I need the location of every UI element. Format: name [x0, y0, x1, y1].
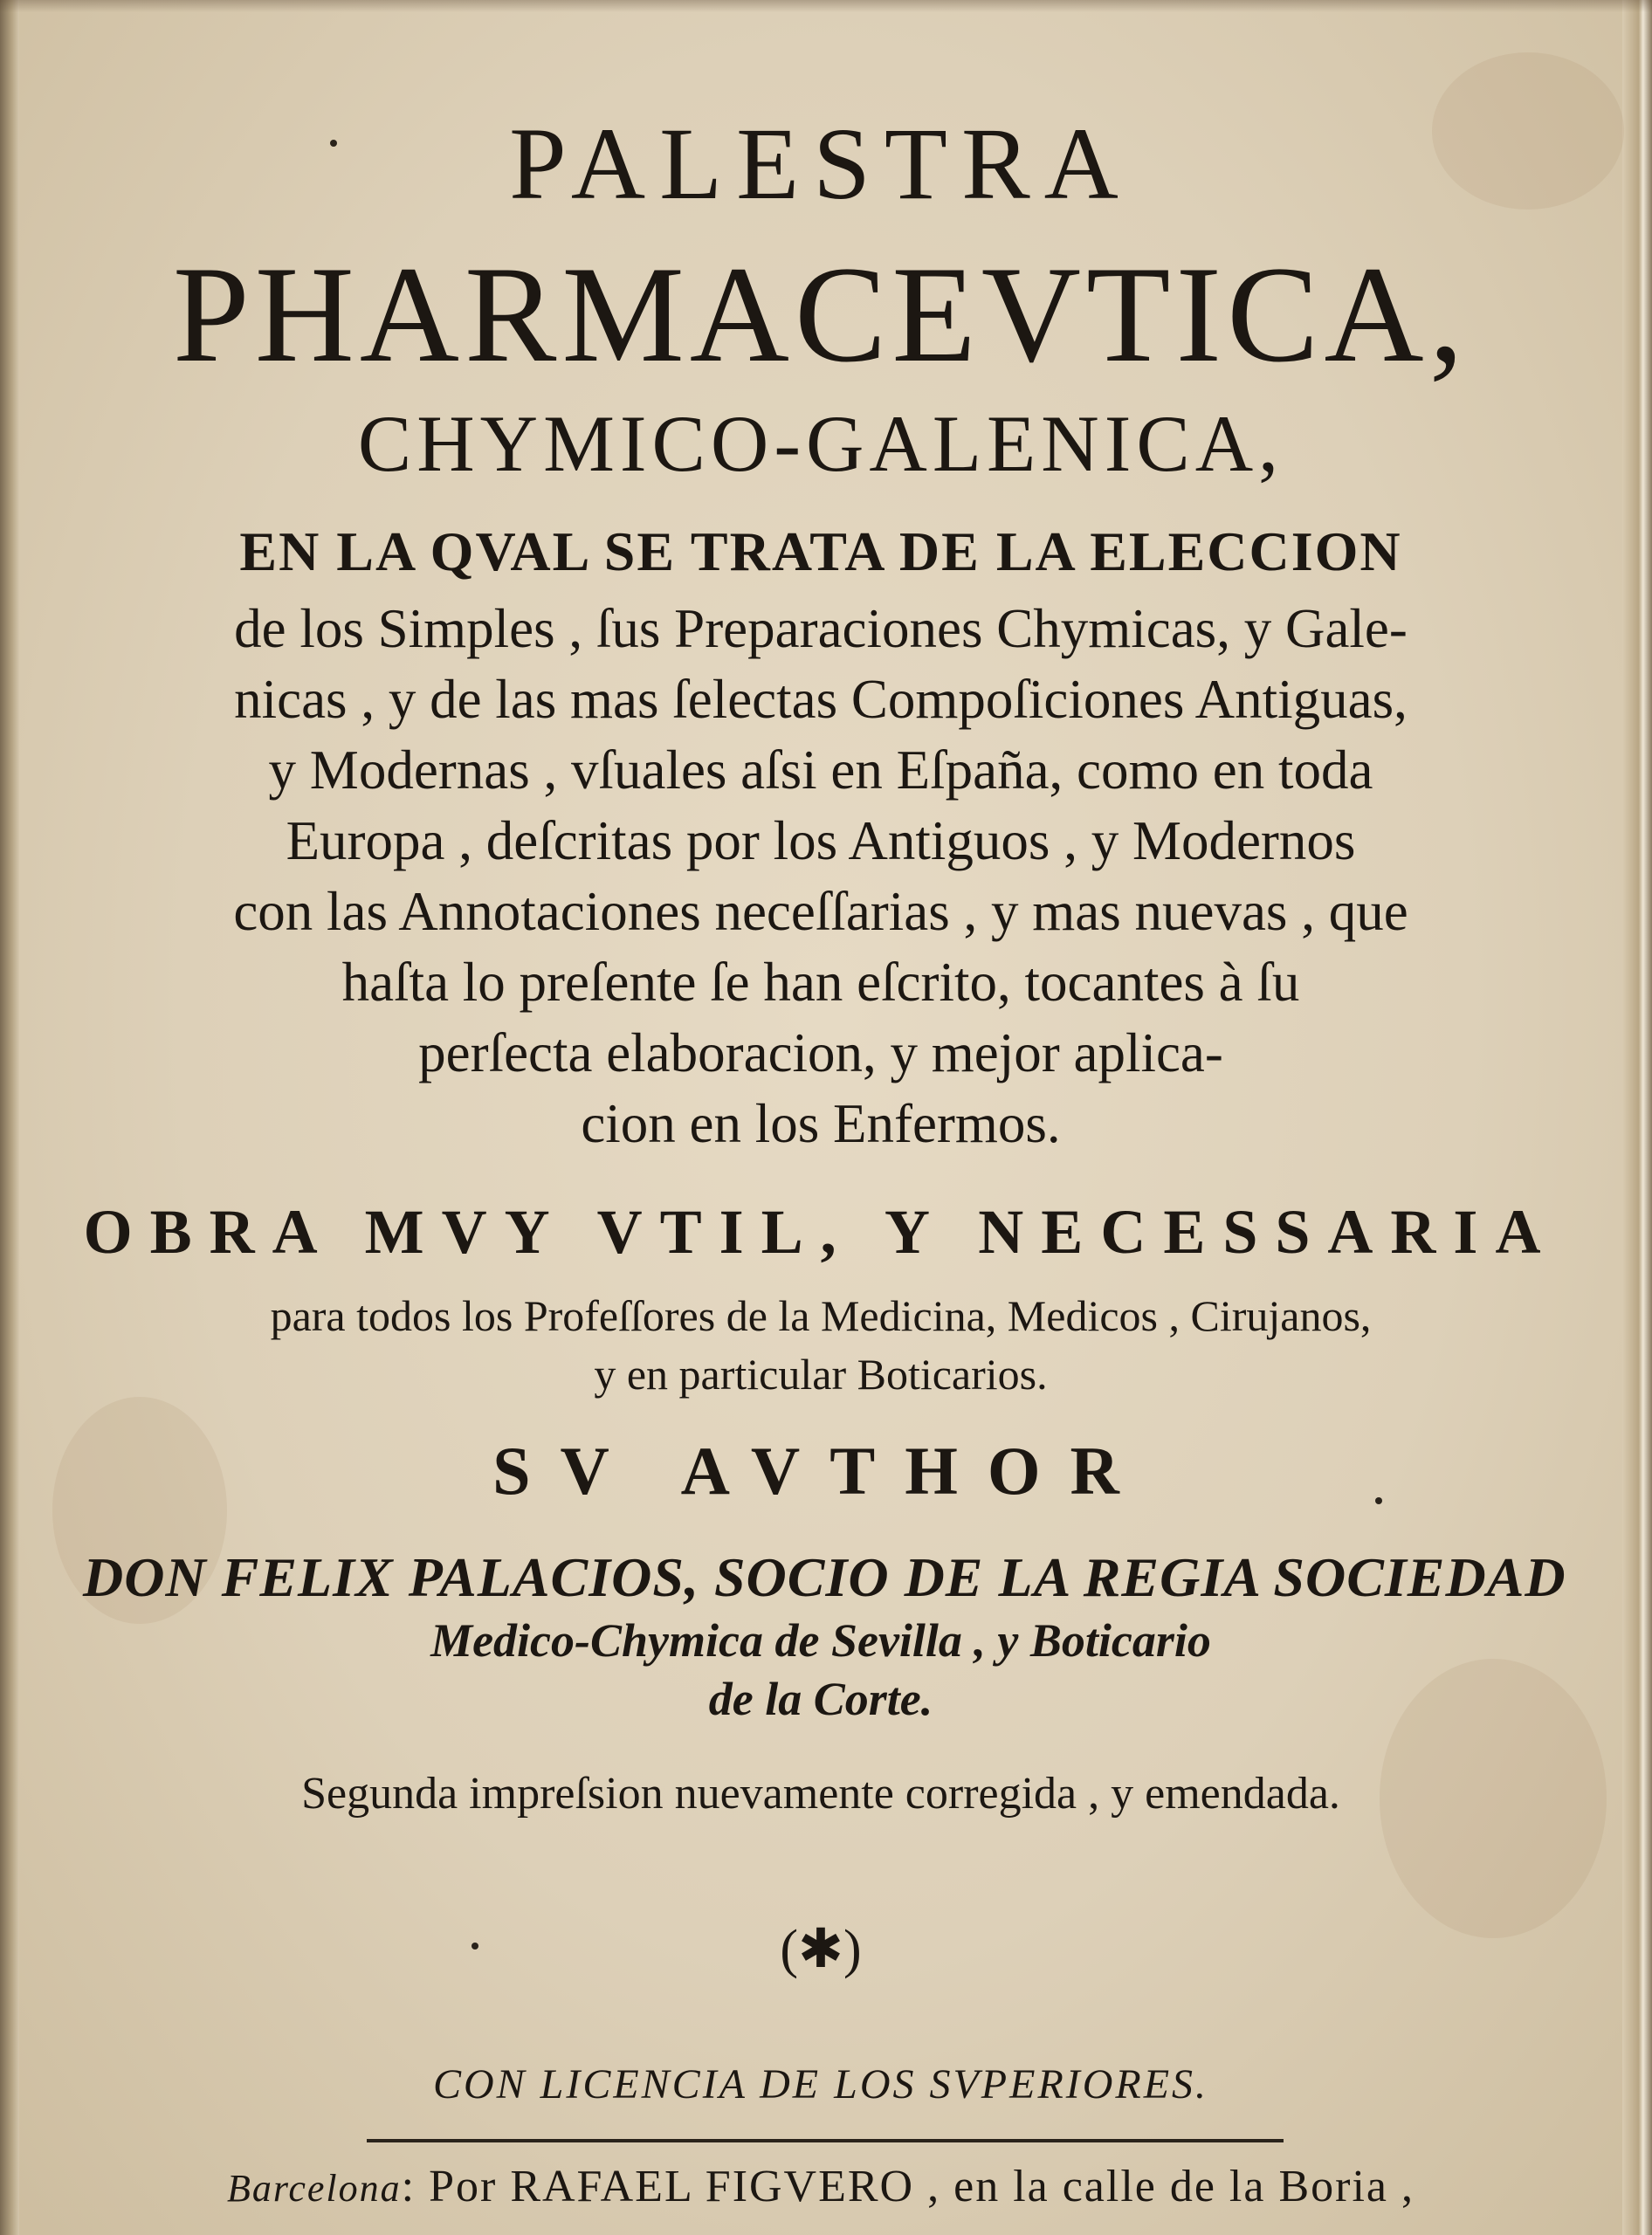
description-block [83, 594, 1559, 1159]
page-top-shadow [0, 0, 1652, 12]
description-line: haſta lo preſente ſe han eſcrito, tocantes à ſu [341, 952, 1300, 1013]
page-right-edge [1622, 0, 1652, 2235]
title-line-3: CHYMICO-GALENICA, [357, 399, 1284, 488]
description-line: y Modernas , vſuales aſsi en Eſpaña, como en toda [268, 739, 1373, 801]
title-line-1: PALESTRA [509, 107, 1132, 221]
description-line: con las Annotaciones neceſſarias , y mas nuevas , que [233, 881, 1408, 942]
work-audience-line: y en particular Boticarios. [594, 1350, 1048, 1399]
imprint-text: : Por RAFAEL FIGVERO , en la calle de la Boria , [401, 2162, 1415, 2211]
work-heading: OBRA MVY VTIL, Y NECESSARIA [83, 1197, 1559, 1267]
author-affiliation: de la Corte. [708, 1673, 933, 1725]
book-binding-edge [0, 0, 19, 2235]
imprint-city: Barcelona [226, 2167, 402, 2210]
description-line: perſecta elaboracion, y mejor aplica- [418, 1022, 1223, 1083]
divider-rule [367, 2139, 1284, 2142]
description-line: de los Simples , ſus Preparaciones Chymicas, y Gale- [234, 598, 1408, 659]
title-line-2: PHARMACEVTICA, [172, 238, 1470, 391]
description-line: cion en los Enfermos. [581, 1093, 1061, 1154]
description-line: Europa , deſcritas por los Antiguos , y Modernos [286, 810, 1356, 871]
edition-note: Segunda impreſsion nuevamente corregida , y emendada. [301, 1769, 1340, 1819]
work-audience-line: para todos los Profeſſores de la Medicina, Medicos , Cirujanos, [270, 1291, 1372, 1340]
asterisk-ornament-icon: (✱) [780, 1920, 862, 1979]
author-heading: SV AVTHOR [492, 1433, 1149, 1509]
author-name: DON FELIX PALACIOS, SOCIO DE LA REGIA SOCIEDAD [83, 1546, 1566, 1608]
license-line: CON LICENCIA DE LOS SVPERIORES. [432, 2061, 1209, 2108]
description-line: nicas , y de las mas ſelectas Compoſiciones Antiguas, [234, 669, 1408, 730]
author-affiliation: Medico-Chymica de Sevilla , y Boticario [430, 1614, 1211, 1667]
imprint-line [83, 2161, 1559, 2212]
subtitle-heading: EN LA QVAL SE TRATA DE LA ELECCION [239, 520, 1402, 582]
